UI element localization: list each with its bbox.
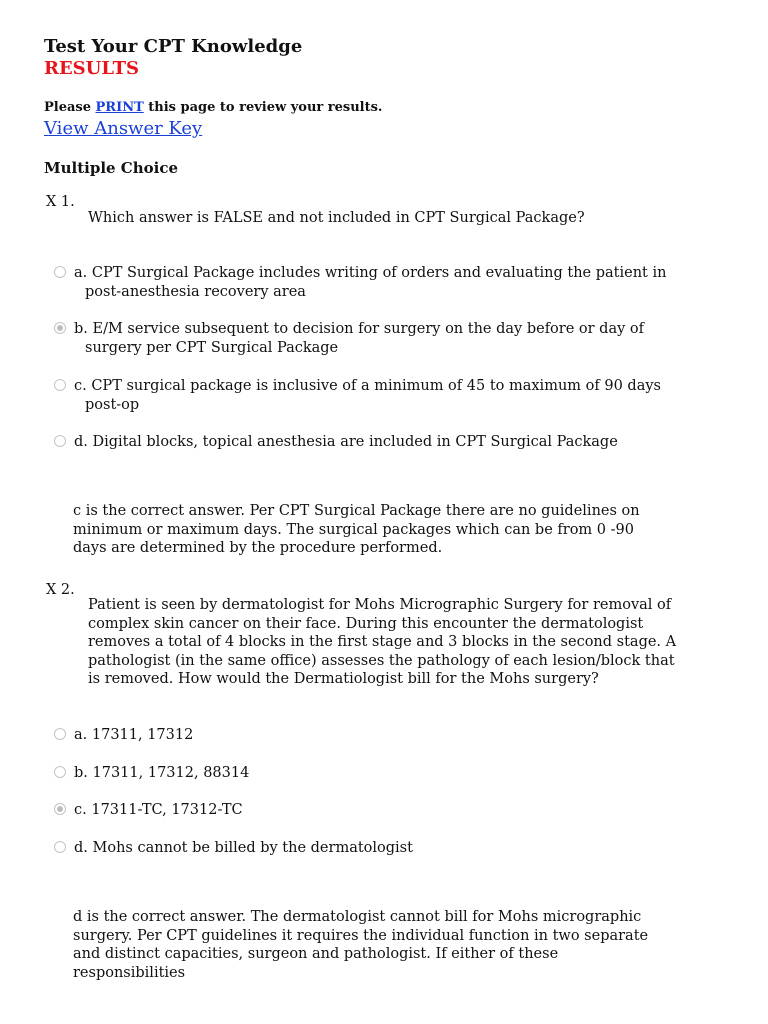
radio-button[interactable] <box>54 266 66 278</box>
page-title: Test Your CPT Knowledge <box>44 36 303 57</box>
option-line1: c. CPT surgical package is inclusive of a minimum of 45 to maximum of 90 days <box>74 378 661 394</box>
option-line2: post-op <box>85 397 140 413</box>
print-suffix: this page to review your results. <box>143 100 383 115</box>
option-label <box>74 433 674 452</box>
option-label <box>74 377 674 415</box>
radio-button-selected[interactable] <box>54 322 66 334</box>
radio-button[interactable] <box>54 728 66 740</box>
option-line1: a. CPT Surgical Package includes writing of orders and evaluating the patient in <box>74 265 667 281</box>
radio-button[interactable] <box>54 435 66 447</box>
option-line1: b. E/M service subsequent to decision for surgery on the day before or day of <box>74 321 645 337</box>
print-prefix: Please <box>44 100 96 115</box>
option-line1: d. Digital blocks, topical anesthesia are included in CPT Surgical Package <box>74 434 618 450</box>
option-label: b. 17311, 17312, 88314 <box>74 765 250 781</box>
radio-button-selected[interactable] <box>54 803 66 815</box>
question-text: Which answer is FALSE and not included in CPT Surgical Package? <box>88 210 585 226</box>
option-label: c. 17311-TC, 17312-TC <box>74 802 243 818</box>
option-label <box>74 320 674 358</box>
question-number: X 2. <box>46 582 75 598</box>
option-line2: surgery per CPT Surgical Package <box>85 340 339 356</box>
answer-explanation: d is the correct answer. The dermatologist cannot bill for Mohs micrographic surgery. Per CPT guidelines it requires the individual function in two separate and distinct capacities, surgeon and pathologist. If either of these responsibilities <box>73 909 649 981</box>
question-text: Patient is seen by dermatologist for Mohs Micrographic Surgery for removal of complex skin cancer on their face. During this encounter the dermatologist removes a total of 4 blocks in the first stage and 3 blocks in the second stage. A pathologist (in the same office) assesses the pathology of each lesion/block that is removed. How would the Dermatiologist bill for the Mohs surgery? <box>88 597 677 687</box>
section-title: Multiple Choice <box>44 159 179 177</box>
option-label: d. Mohs cannot be billed by the dermatologist <box>74 840 413 856</box>
question-number: X 1. <box>46 194 75 210</box>
option-line2: post-anesthesia recovery area <box>85 284 306 300</box>
radio-button[interactable] <box>54 841 66 853</box>
results-heading: RESULTS <box>44 58 139 79</box>
answer-explanation: c is the correct answer. Per CPT Surgical Package there are no guidelines on minimum or maximum days. The surgical packages which can be from 0 -90 days are determined by the procedure performed. <box>73 503 640 556</box>
option-label <box>74 264 674 302</box>
option-label: a. 17311, 17312 <box>74 727 194 743</box>
print-instruction <box>44 100 724 116</box>
print-link[interactable]: PRINT <box>95 100 144 115</box>
radio-button[interactable] <box>54 379 66 391</box>
view-answer-key-link[interactable]: View Answer Key <box>44 118 203 139</box>
results-page <box>44 36 724 178</box>
radio-button[interactable] <box>54 766 66 778</box>
